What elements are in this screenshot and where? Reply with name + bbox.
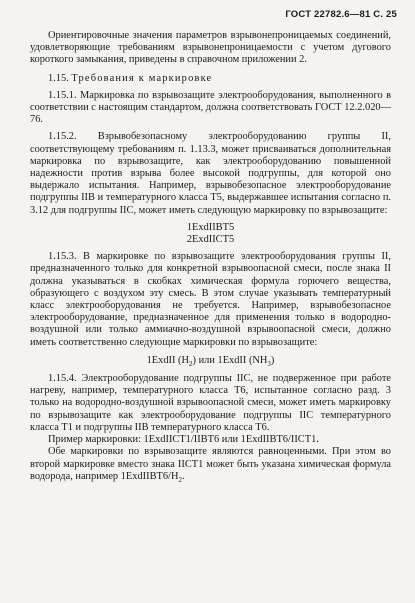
marking-formula-gas xyxy=(30,355,391,367)
marking-formula-2: 2ExdIICT5 xyxy=(186,234,235,246)
marking-examples xyxy=(30,222,391,246)
formula-part-c: ) xyxy=(270,354,275,366)
section-heading xyxy=(30,73,391,85)
final-sub: 2 xyxy=(178,475,182,484)
document-body xyxy=(30,30,391,483)
paragraph-1-15-2: 1.15.2. Взрывобезопасному электрооборудованию группы II, соответствующему требованиям п. 1.13.3, может присваиваться дополнительная маркировка по взрывозащите, как электрооборудованию повышенной надежности против взрыва более высокой подгруппы, для которой оно выдержало испытания. Например, взрывобезопасное электрооборудование подгруппы IIB и температурного класса T5, выдержавшее испытания согласно п. 3.12 для подгруппы IIC, может иметь следующую маркировку по взрывозащите: xyxy=(30,131,391,216)
final-text: Обе маркировки по взрывозащите являются равноценными. При этом во второй маркировке вместо знака IICT1 может быть указана химическая формула водорода, например 1ExdIIBT6/H xyxy=(30,446,391,482)
paragraph-example: Пример маркировки: 1ExdIICT1/IIBT6 или 1ExdIIBT6/IICT1. xyxy=(48,434,319,446)
page-header: ГОСТ 22782.6—81 С. 25 xyxy=(285,9,397,20)
formula-part-b: ) или 1ExdII (NH xyxy=(192,354,268,366)
marking-formula-1: 1ExdIIBT5 xyxy=(186,221,235,233)
section-number: 1.15. xyxy=(48,72,69,84)
section-title: Требования к маркировке xyxy=(71,72,213,84)
paragraph-final xyxy=(30,446,391,483)
paragraph-1-15-1: 1.15.1. Маркировка по взрывозащите электрооборудования, выполненного в соответствии с настоящим стандартом, должна соответствовать ГОСТ 12.2.020—76. xyxy=(30,89,391,126)
formula-sub-a: 2 xyxy=(189,359,193,368)
paragraph-1-15-4: 1.15.4. Электрооборудование подгруппы IIC, не подверженное при работе нагреву, например, температурного класса T6, испытанное согласно разд. 3 только на водородно-воздушной взрывоопасной смеси, может иметь маркировку по взрывозащите как электрооборудование подгруппы IIC температурного класса T1 и подгруппы IIB температурного класса T6. xyxy=(30,373,391,433)
final-end: . xyxy=(181,470,185,482)
formula-sub-b: 3 xyxy=(267,359,271,368)
formula-part-a: 1ExdII (H xyxy=(146,354,190,366)
paragraph-1-15-3: 1.15.3. В маркировке по взрывозащите электрооборудования группы II, предназначенного только для конкретной взрывоопасной смеси, после знака II должна указываться в скобках химическая формула горючего вещества, образующего с воздухом эту смесь. В этом случае указывать температурный класс электрооборудования не требуется. Например, взрывобезопасное электрооборудование, предназначенное для применения только в водородно-воздушной или только аммиачно-воздушной взрывоопасной смеси, должно иметь соответственно следующие маркировки по взрывозащите: xyxy=(30,251,391,348)
paragraph-intro: Ориентировочные значения параметров взрывонепроницаемых соединений, удовлетворяющие требованиям взрывонепроницаемости с учетом дугового короткого замыкания, приведены в справочном приложении 2. xyxy=(30,30,391,66)
